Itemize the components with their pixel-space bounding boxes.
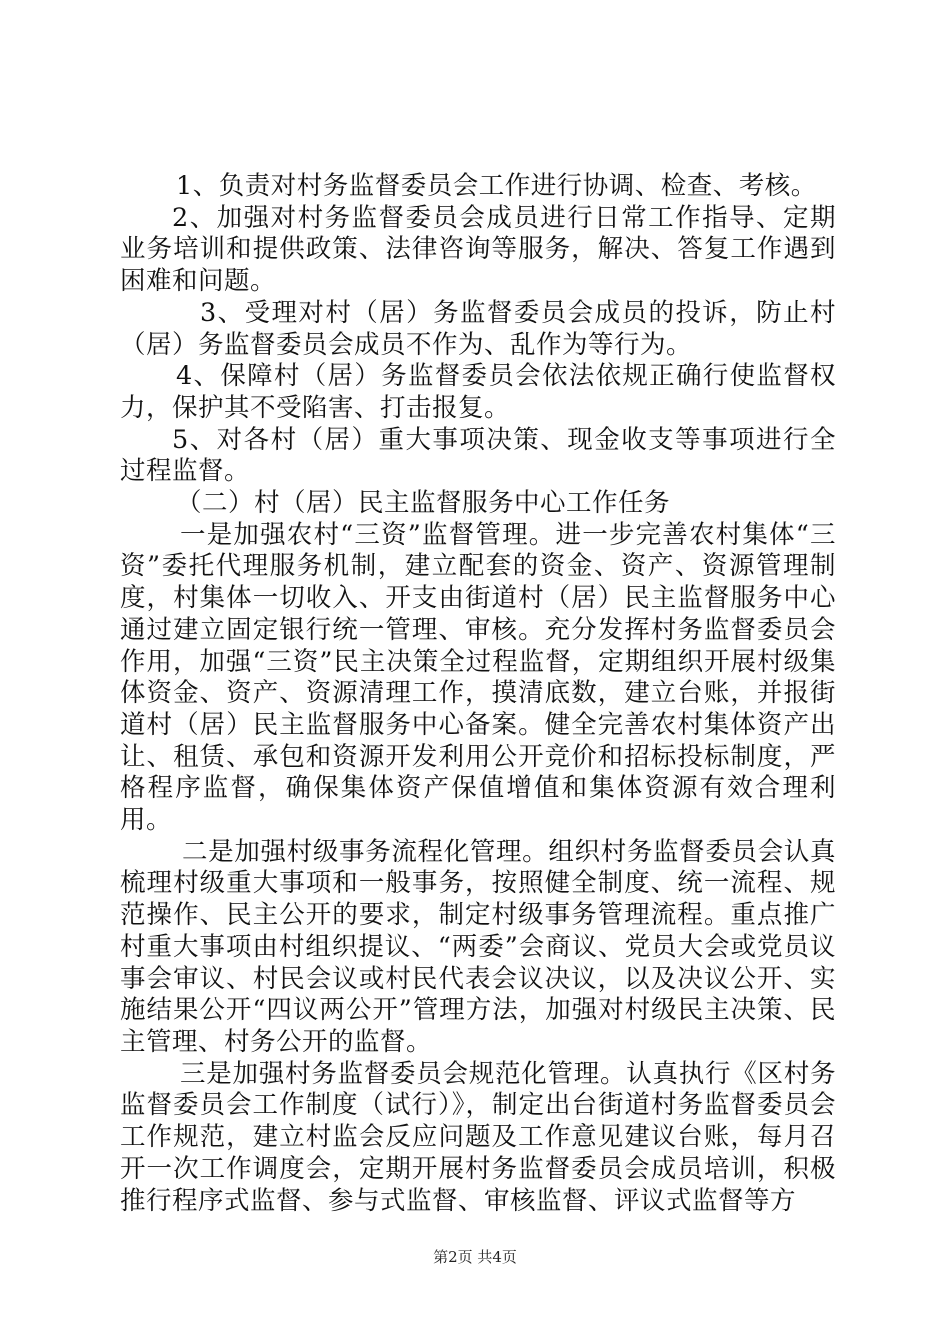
paragraph-task-2: 二是加强村级事务流程化管理。组织村务监督委员会认真梳理村级重大事项和一般事务，按照健全制度、统一流程、规范操作、民主公开的要求，制定村级事务管理流程。重点推广村重大事项由村组织提议、“两委”会商议、党员大会或党员议事会审议、村民会议或村民代表会议决议，以及决议公开、实施结果公开“四议两公开”管理方法，加强对村级民主决策、民主管理、村务公开的监督。 xyxy=(120,836,836,1057)
paragraph-item-1: 1、负责对村务监督委员会工作进行协调、检查、考核。 xyxy=(176,171,817,201)
paragraph-item-3: 3、受理对村（居）务监督委员会成员的投诉，防止村（居）务监督委员会成员不作为、乱作为等行为。 xyxy=(120,297,836,360)
section-heading: （二）村（居）民主监督服务中心工作任务 xyxy=(176,488,671,519)
paragraph-item-2: 2、加强对村务监督委员会成员进行日常工作指导、定期业务培训和提供政策、法律咨询等服务，解决、答复工作遇到困难和问题。 xyxy=(120,202,836,297)
paragraph-item-4: 4、保障村（居）务监督委员会依法依规正确行使监督权力，保护其不受陷害、打击报复。 xyxy=(120,361,836,423)
page-footer: 第2页 共4页 xyxy=(433,1248,517,1266)
paragraph-item-5: 5、对各村（居）重大事项决策、现金收支等事项进行全过程监督。 xyxy=(120,424,836,487)
document-body xyxy=(120,171,836,1217)
paragraph-task-1: 一是加强农村“三资”监督管理。进一步完善农村集体“三资”委托代理服务机制，建立配套的资金、资产、资源管理制度，村集体一切收入、开支由街道村（居）民主监督服务中心通过建立固定银行统一管理、审核。充分发挥村务监督委员会作用，加强“三资”民主决策全过程监督，定期组织开展村级集体资金、资产、资源清理工作，摸清底数，建立台账，并报街道村（居）民主监督服务中心备案。健全完善农村集体资产出让、租赁、承包和资源开发利用公开竞价和招标投标制度，严格程序监督，确保集体资产保值增值和集体资源有效合理利用。 xyxy=(120,519,836,836)
paragraph-task-3: 三是加强村务监督委员会规范化管理。认真执行《区村务监督委员会工作制度（试行）》，制定出台街道村务监督委员会工作规范，建立村监会反应问题及工作意见建议台账，每月召开一次工作调度会，定期开展村务监督委员会成员培训，积极推行程序式监督、参与式监督、审核监督、评议式监督等方 xyxy=(120,1058,836,1216)
